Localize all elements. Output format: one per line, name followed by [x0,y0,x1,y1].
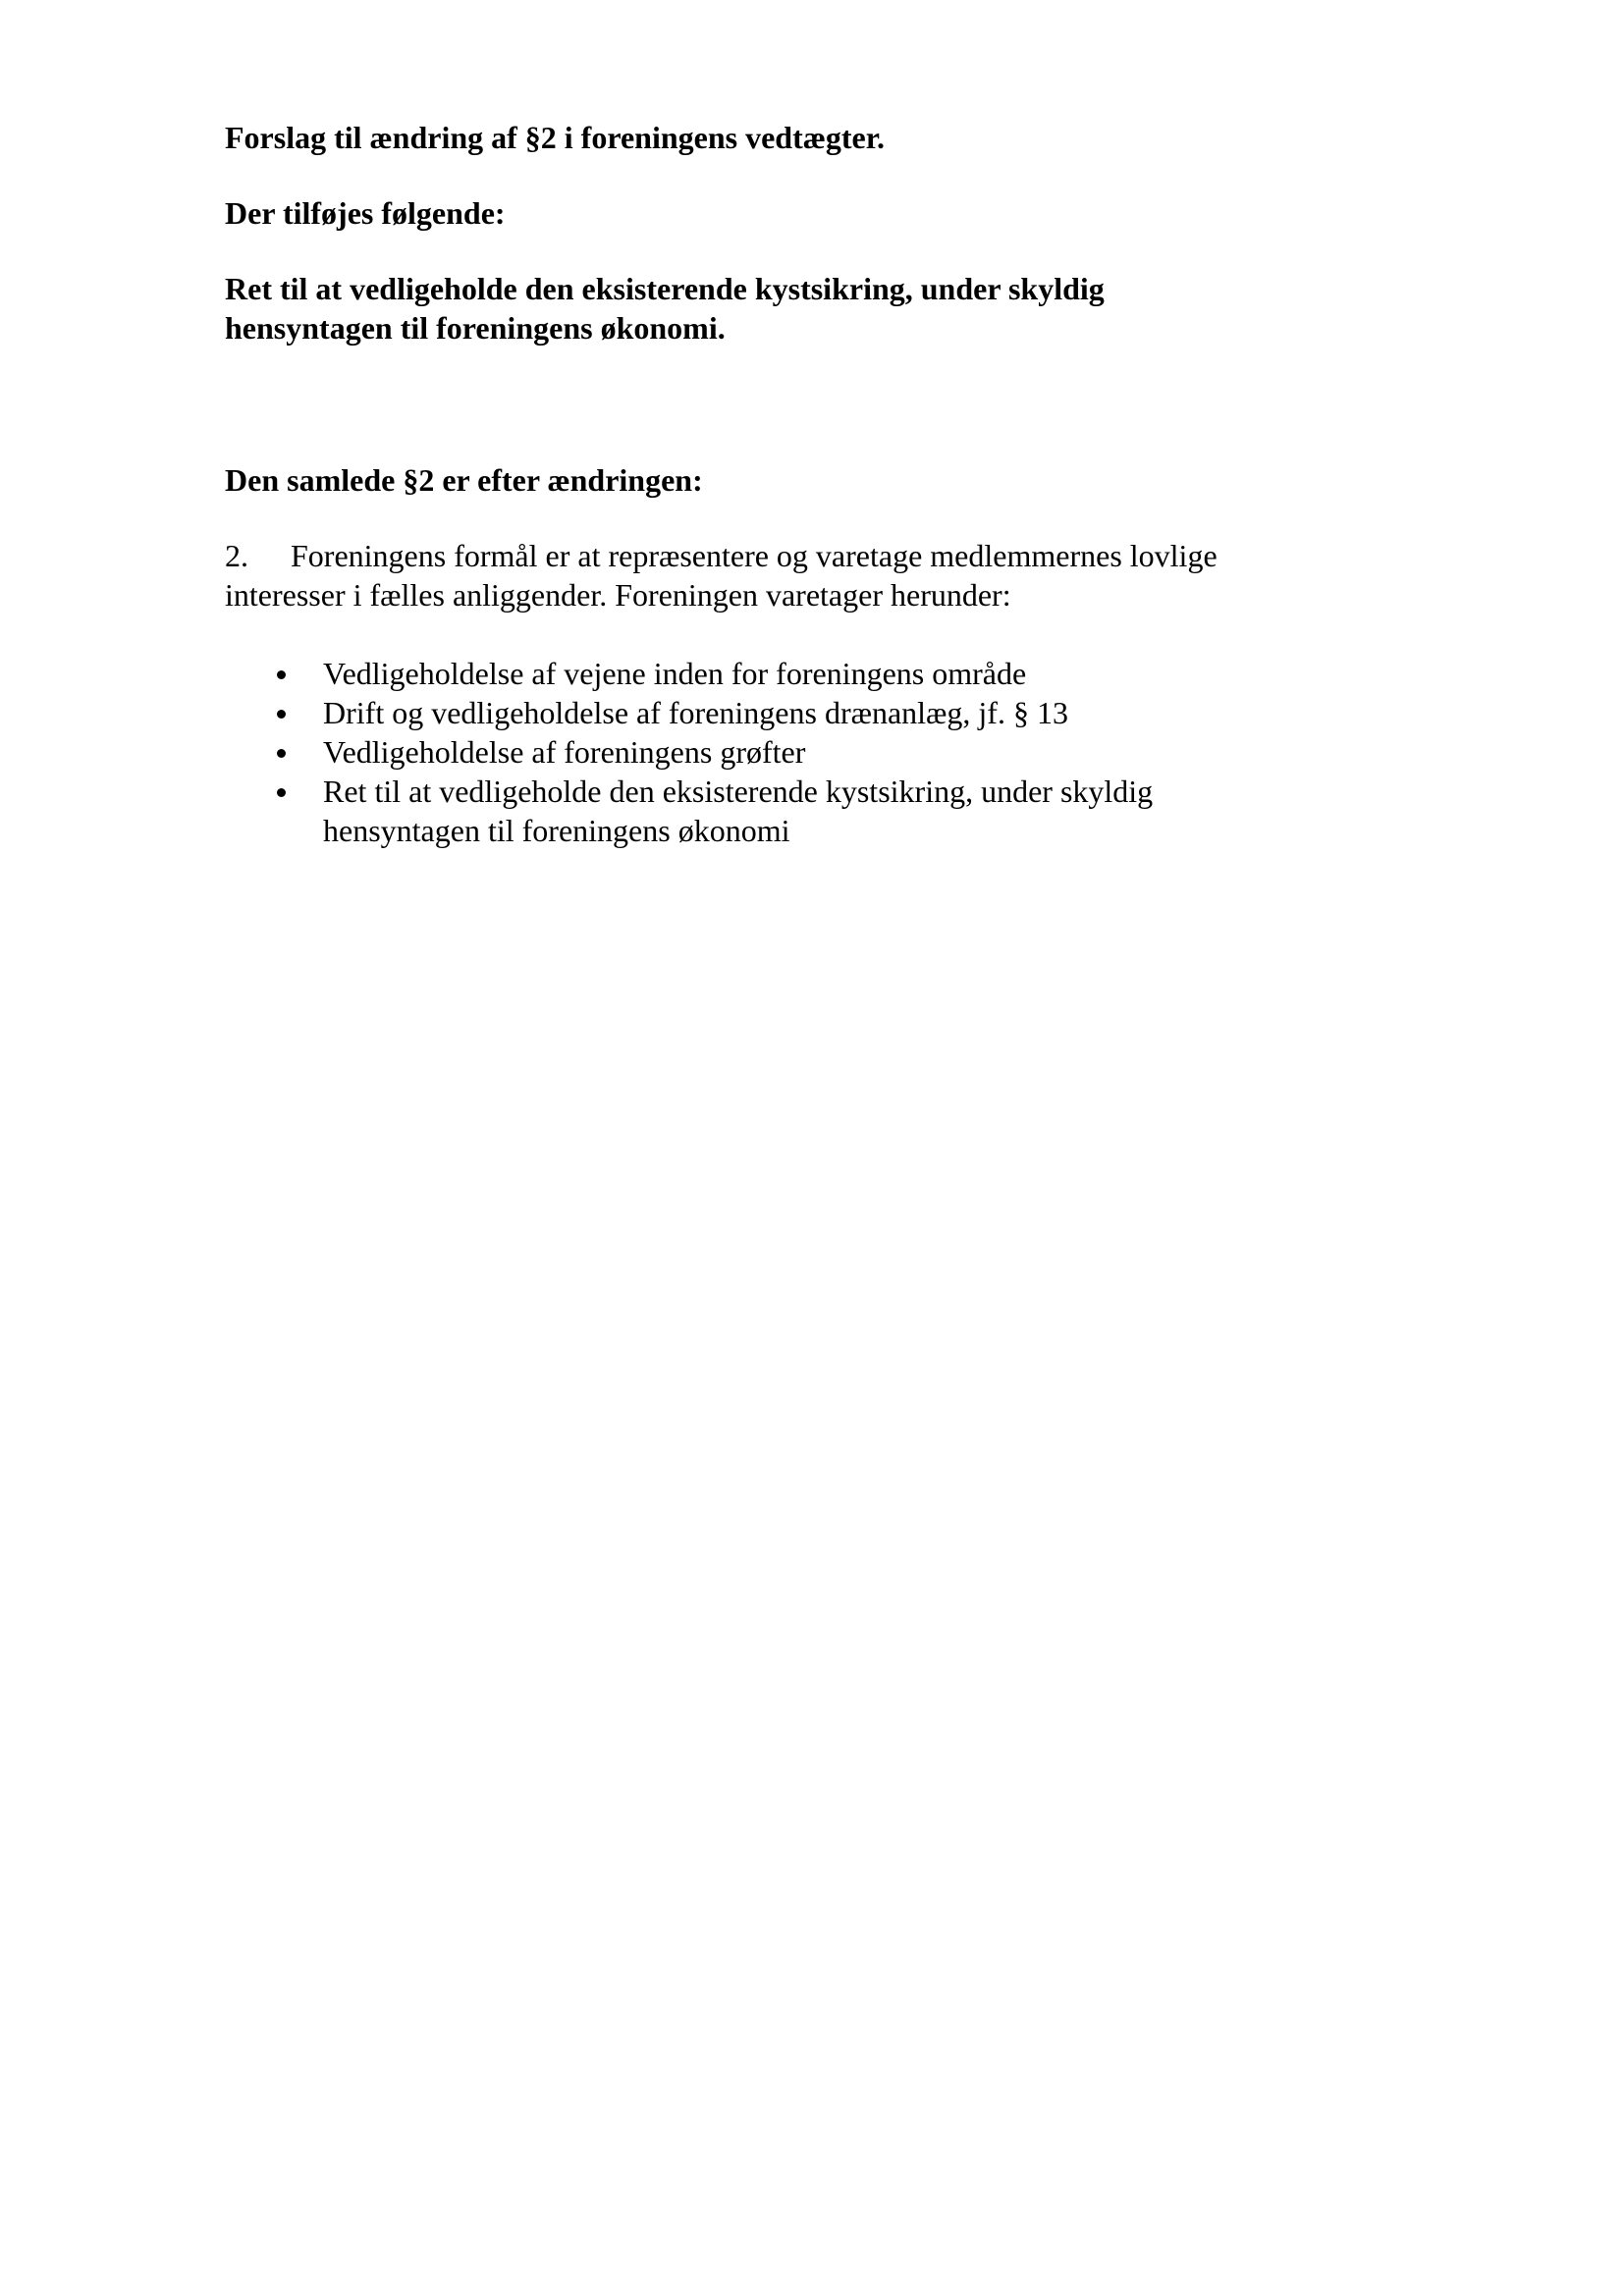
list-item-text: Drift og vedligeholdelse af foreningens drænanlæg, jf. § 13 [323,695,1068,730]
list-item [225,654,1325,693]
document-page [225,118,1325,850]
list-item-text: Vedligeholdelse af vejene inden for foreningens område [323,656,1027,691]
bullet-icon [277,670,286,679]
list-item [225,772,1325,850]
paragraph-line2: interesser i fælles anliggender. Foreningen varetager herunder: [225,577,1011,613]
bullet-icon [277,749,286,758]
list-item-text-line2: hensyntagen til foreningens økonomi [323,813,790,848]
list-item [225,693,1325,732]
section-paragraph [225,536,1325,614]
added-heading: Der tilføjes følgende: [225,195,506,231]
added-text-line1: Ret til at vedligeholde den eksisterende kystsikring, under skyldig [225,271,1105,306]
document-title: Forslag til ændring af §2 i foreningens vedtægter. [225,120,885,155]
list-item-text-line1: Ret til at vedligeholde den eksisterende kystsikring, under skyldig [323,774,1154,809]
list-item [225,732,1325,772]
list-item-text: Vedligeholdelse af foreningens grøfter [323,734,806,770]
bullet-icon [277,788,286,797]
bullet-icon [277,710,286,719]
added-text-line2: hensyntagen til foreningens økonomi. [225,310,726,346]
bullet-list [225,654,1325,850]
paragraph-line1: Foreningens formål er at repræsentere og varetage medlemmernes lovlige [291,538,1218,573]
paragraph-number: 2. [225,538,248,573]
added-text [225,269,1325,347]
total-heading: Den samlede §2 er efter ændringen: [225,462,703,498]
